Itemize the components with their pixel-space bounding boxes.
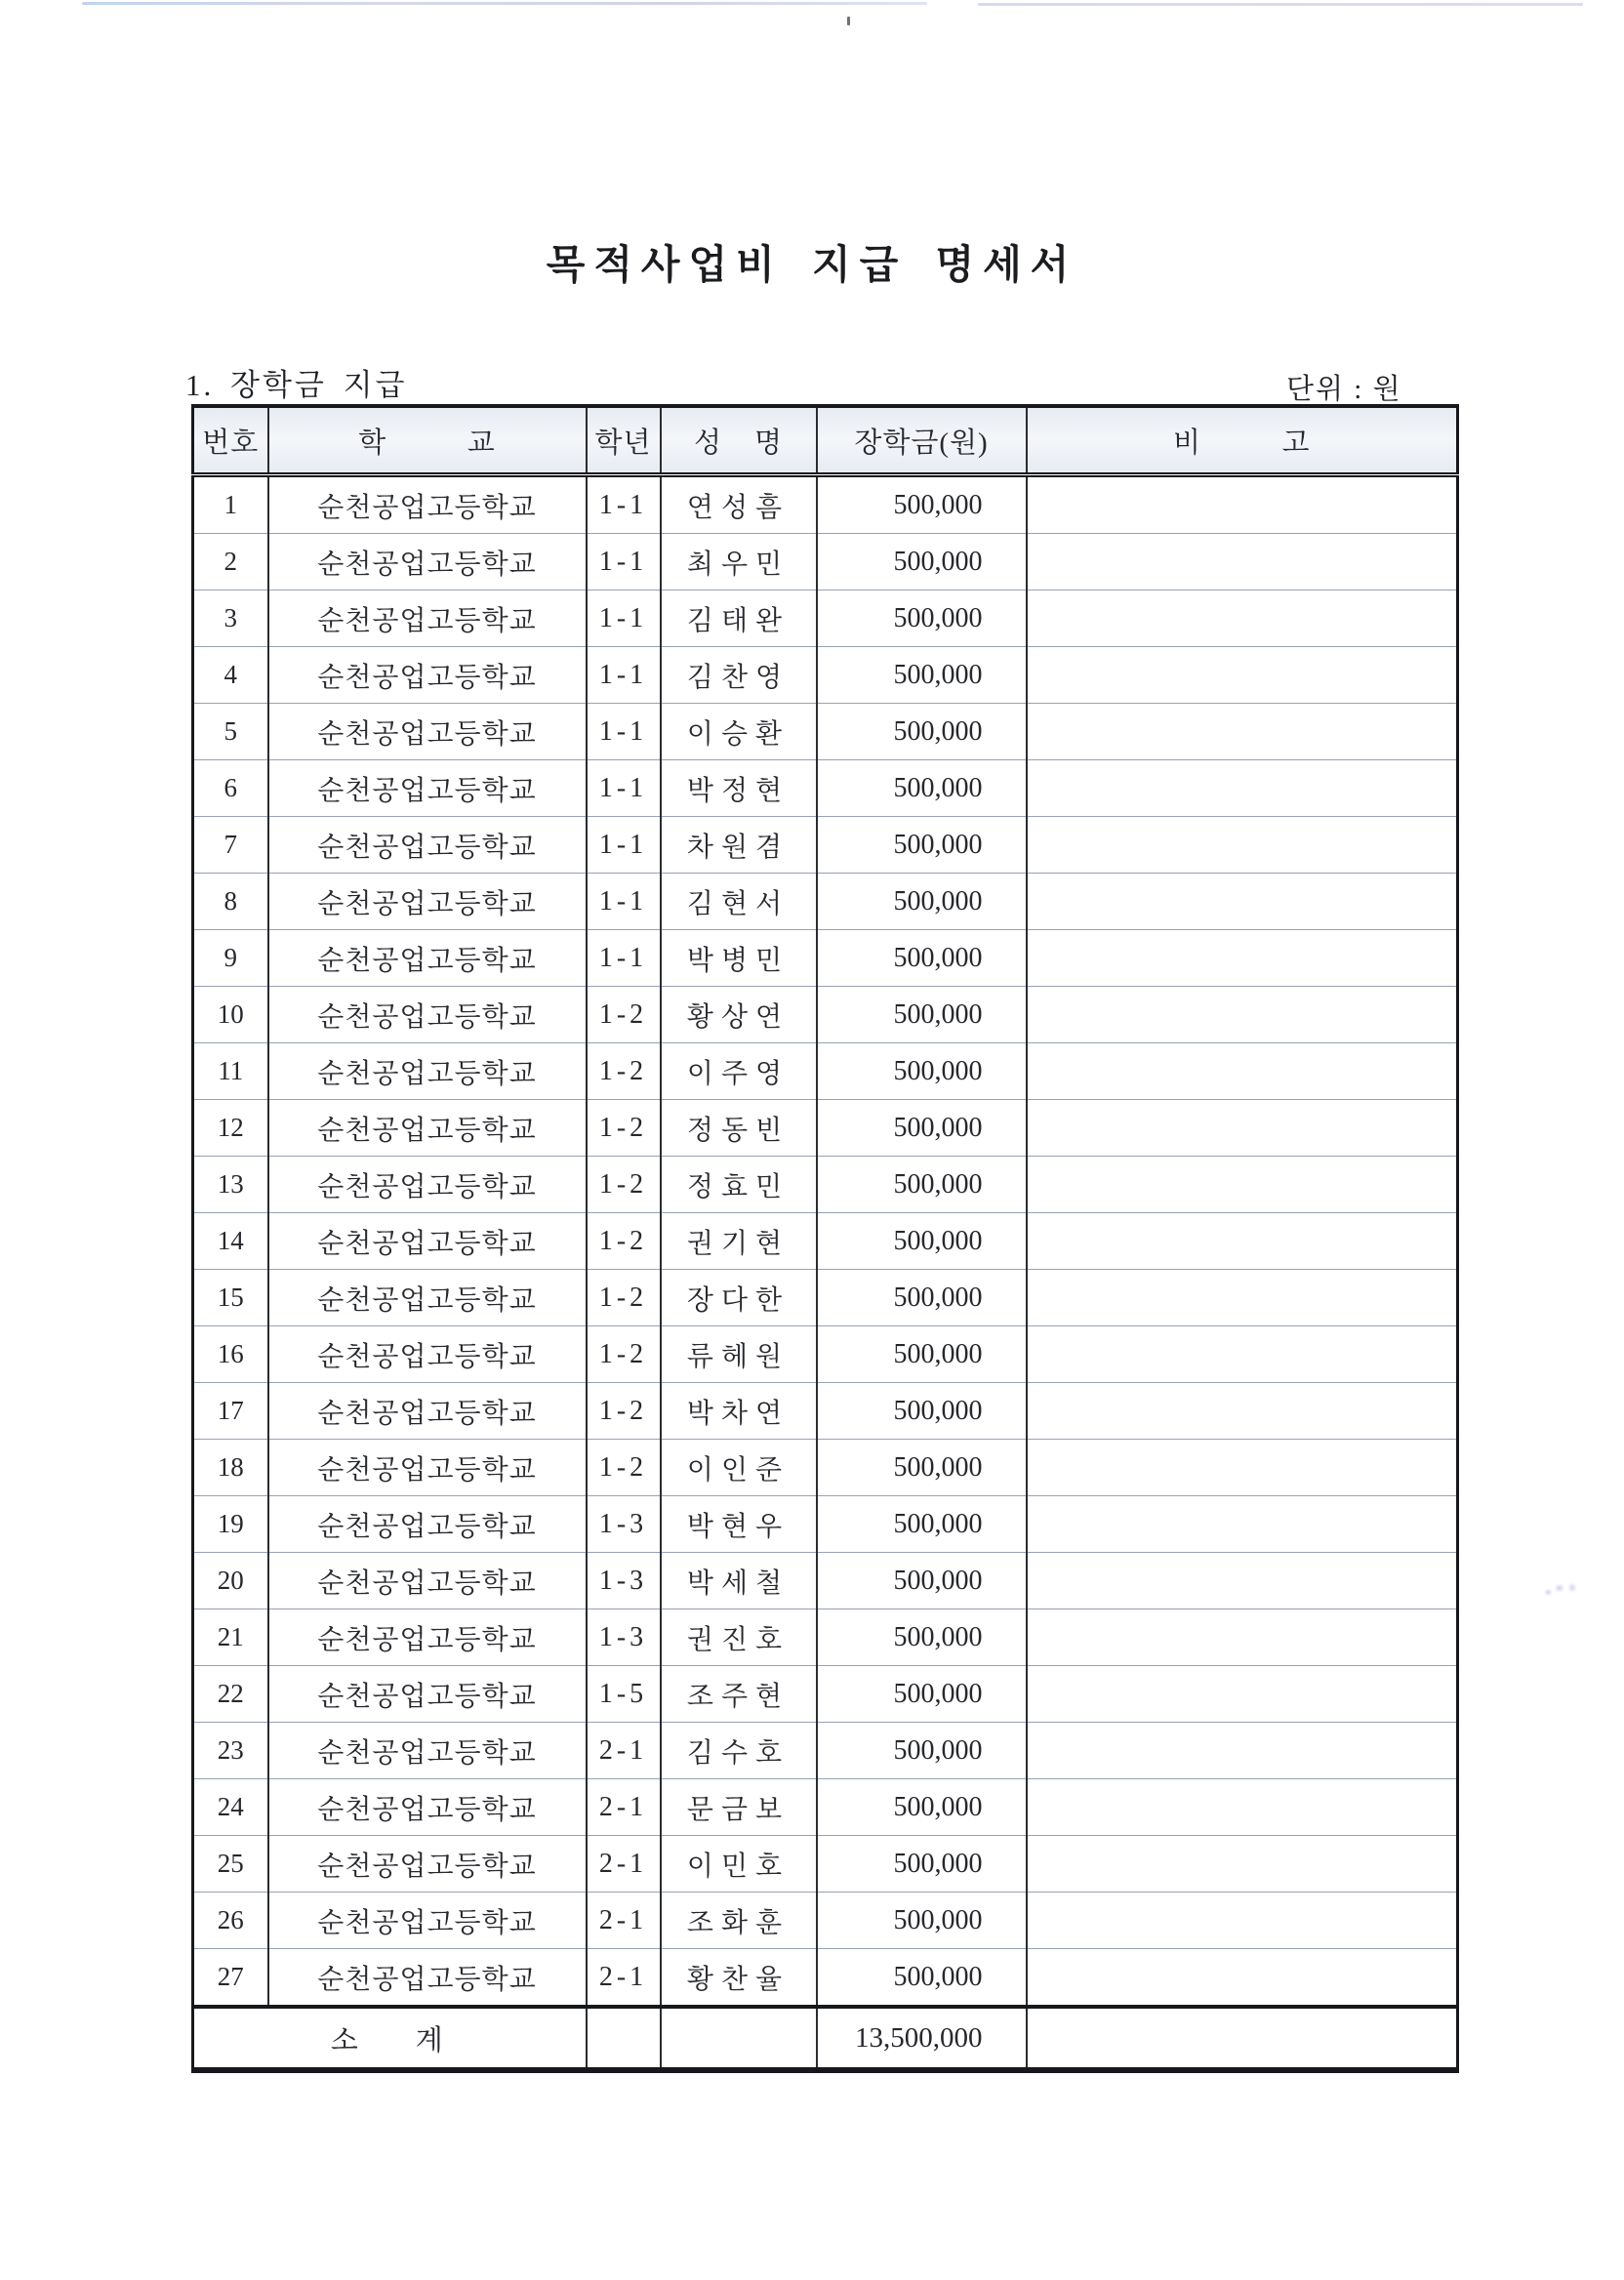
table-row (193, 1440, 1458, 1496)
subtotal-remarks-cell (1027, 2007, 1458, 2070)
table-row (193, 874, 1458, 930)
school-name: 순천공업고등학교 (268, 1723, 587, 1779)
student-name: 이주영 (661, 1043, 817, 1100)
row-number: 7 (193, 817, 268, 874)
scholarship-amount: 500,000 (817, 534, 1027, 590)
scholarship-amount: 500,000 (817, 1383, 1027, 1440)
remarks (1027, 817, 1458, 874)
table-row (193, 1326, 1458, 1383)
scan-artifact-line (82, 2, 927, 5)
school-name: 순천공업고등학교 (268, 534, 587, 590)
table-row (193, 1836, 1458, 1893)
scholarship-amount: 500,000 (817, 1723, 1027, 1779)
remarks (1027, 1326, 1458, 1383)
grade-class: 1-2 (587, 1213, 661, 1270)
section-label: 1. 장학금 지급 (185, 368, 408, 402)
row-number: 13 (193, 1157, 268, 1213)
column-header-school: 학 교 (268, 406, 587, 475)
scholarship-amount: 500,000 (817, 704, 1027, 760)
remarks (1027, 1723, 1458, 1779)
school-name: 순천공업고등학교 (268, 1949, 587, 2008)
grade-class: 1-2 (587, 1157, 661, 1213)
scholarship-amount: 500,000 (817, 1553, 1027, 1609)
row-number: 23 (193, 1723, 268, 1779)
student-name: 류헤원 (661, 1326, 817, 1383)
student-name: 김현서 (661, 874, 817, 930)
remarks (1027, 647, 1458, 704)
scholarship-amount: 500,000 (817, 1893, 1027, 1949)
table-row (193, 760, 1458, 817)
scholarship-amount: 500,000 (817, 475, 1027, 534)
remarks (1027, 987, 1458, 1043)
school-name: 순천공업고등학교 (268, 1383, 587, 1440)
row-number: 26 (193, 1893, 268, 1949)
school-name: 순천공업고등학교 (268, 647, 587, 704)
grade-class: 1-2 (587, 1043, 661, 1100)
scholarship-table (191, 404, 1459, 2073)
row-number: 18 (193, 1440, 268, 1496)
grade-class: 1-2 (587, 1270, 661, 1326)
column-header-grade: 학년 (587, 406, 661, 475)
remarks (1027, 1893, 1458, 1949)
table-row (193, 817, 1458, 874)
student-name: 조주현 (661, 1666, 817, 1723)
remarks (1027, 1949, 1458, 2008)
row-number: 17 (193, 1383, 268, 1440)
student-name: 김태완 (661, 590, 817, 647)
school-name: 순천공업고등학교 (268, 1779, 587, 1836)
scholarship-amount: 500,000 (817, 1609, 1027, 1666)
remarks (1027, 1553, 1458, 1609)
student-name: 황찬율 (661, 1949, 817, 2008)
subtotal-name-cell (661, 2007, 817, 2070)
student-name: 김수호 (661, 1723, 817, 1779)
remarks (1027, 1779, 1458, 1836)
row-number: 19 (193, 1496, 268, 1553)
school-name: 순천공업고등학교 (268, 475, 587, 534)
grade-class: 1-1 (587, 647, 661, 704)
school-name: 순천공업고등학교 (268, 817, 587, 874)
student-name: 문금보 (661, 1779, 817, 1836)
scholarship-amount: 500,000 (817, 760, 1027, 817)
row-number: 1 (223, 490, 237, 519)
row-number: 16 (193, 1326, 268, 1383)
remarks (1027, 930, 1458, 987)
table-row (193, 1949, 1458, 2008)
student-name: 조화훈 (661, 1893, 817, 1949)
remarks (1027, 475, 1458, 534)
student-name: 이인준 (661, 1440, 817, 1496)
school-name: 순천공업고등학교 (268, 930, 587, 987)
grade-class: 1-3 (587, 1609, 661, 1666)
row-number: 2 (193, 534, 268, 590)
row-number: 24 (193, 1779, 268, 1836)
table-row (193, 987, 1458, 1043)
student-name: 김찬영 (661, 647, 817, 704)
remarks (1027, 760, 1458, 817)
row-number: 25 (193, 1836, 268, 1893)
student-name: 박세철 (661, 1553, 817, 1609)
remarks (1027, 1440, 1458, 1496)
school-name: 순천공업고등학교 (268, 704, 587, 760)
scholarship-amount: 500,000 (817, 647, 1027, 704)
school-name: 순천공업고등학교 (268, 1270, 587, 1326)
student-name: 연성흠 (661, 475, 817, 534)
school-name: 순천공업고등학교 (268, 1326, 587, 1383)
row-number: 8 (193, 874, 268, 930)
scholarship-amount: 500,000 (817, 817, 1027, 874)
scan-artifact-dot (847, 17, 850, 25)
student-name: 장다한 (661, 1270, 817, 1326)
grade-class: 2-1 (587, 1893, 661, 1949)
school-name: 순천공업고등학교 (268, 1893, 587, 1949)
school-name: 순천공업고등학교 (268, 1440, 587, 1496)
scholarship-amount: 500,000 (817, 987, 1027, 1043)
school-name: 순천공업고등학교 (268, 1666, 587, 1723)
remarks (1027, 704, 1458, 760)
subtotal-amount: 13,500,000 (817, 2007, 1027, 2070)
table-row (193, 1100, 1458, 1157)
grade-class: 1-1 (587, 704, 661, 760)
student-name: 최우민 (661, 534, 817, 590)
table-row (193, 1553, 1458, 1609)
grade-class: 2-1 (587, 1723, 661, 1779)
column-header-scholarship: 장학금(원) (817, 406, 1027, 475)
school-name: 순천공업고등학교 (268, 1213, 587, 1270)
student-name: 이민호 (661, 1836, 817, 1893)
remarks (1027, 590, 1458, 647)
scholarship-amount: 500,000 (817, 874, 1027, 930)
table-row (193, 1666, 1458, 1723)
table-row (193, 930, 1458, 987)
school-name: 순천공업고등학교 (268, 590, 587, 647)
scholarship-amount: 500,000 (817, 1326, 1027, 1383)
scholarship-amount: 500,000 (817, 1100, 1027, 1157)
student-name: 박현우 (661, 1496, 817, 1553)
scholarship-amount: 500,000 (817, 930, 1027, 987)
grade-class: 1-2 (587, 987, 661, 1043)
student-name: 권진호 (661, 1609, 817, 1666)
row-number: 20 (193, 1553, 268, 1609)
table-row (193, 1609, 1458, 1666)
table-row (193, 1496, 1458, 1553)
remarks (1027, 1213, 1458, 1270)
scholarship-amount: 500,000 (817, 1836, 1027, 1893)
table-row (193, 1270, 1458, 1326)
remarks (1027, 534, 1458, 590)
grade-class: 2-1 (587, 1949, 661, 2008)
remarks (1027, 1496, 1458, 1553)
table-header-row (193, 406, 1458, 475)
table-row (193, 1157, 1458, 1213)
grade-class: 1-5 (587, 1666, 661, 1723)
student-name: 권기현 (661, 1213, 817, 1270)
column-header-name: 성 명 (661, 406, 817, 475)
grade-class: 1-1 (587, 590, 661, 647)
row-number: 5 (193, 704, 268, 760)
column-header-number: 번호 (193, 406, 268, 475)
student-name: 이승환 (661, 704, 817, 760)
grade-class: 1-2 (587, 1326, 661, 1383)
unit-label: 단위 : 원 (1286, 374, 1402, 405)
subtotal-row (193, 2007, 1458, 2070)
school-name: 순천공업고등학교 (268, 1553, 587, 1609)
row-number: 11 (193, 1043, 268, 1100)
remarks (1027, 874, 1458, 930)
scan-artifact-line (978, 3, 1583, 6)
scholarship-amount: 500,000 (817, 1043, 1027, 1100)
student-name: 정동빈 (661, 1100, 817, 1157)
scholarship-amount: 500,000 (817, 1666, 1027, 1723)
row-number: 10 (193, 987, 268, 1043)
student-name: 황상연 (661, 987, 817, 1043)
grade-class: 1-3 (587, 1496, 661, 1553)
remarks (1027, 1270, 1458, 1326)
scholarship-amount: 500,000 (817, 1496, 1027, 1553)
remarks (1027, 1043, 1458, 1100)
grade-class: 1-1 (587, 475, 661, 534)
remarks (1027, 1666, 1458, 1723)
school-name: 순천공업고등학교 (268, 1496, 587, 1553)
row-number: 4 (193, 647, 268, 704)
table-row (193, 1213, 1458, 1270)
scholarship-amount: 500,000 (817, 1270, 1027, 1326)
scholarship-amount: 500,000 (817, 1949, 1027, 2008)
grade-class: 1-1 (587, 760, 661, 817)
school-name: 순천공업고등학교 (268, 760, 587, 817)
grade-class: 2-1 (587, 1836, 661, 1893)
school-name: 순천공업고등학교 (268, 1100, 587, 1157)
table-row (193, 590, 1458, 647)
row-number: 22 (193, 1666, 268, 1723)
scholarship-amount: 500,000 (817, 1779, 1027, 1836)
student-name: 박병민 (661, 930, 817, 987)
table-row (193, 647, 1458, 704)
school-name: 순천공업고등학교 (268, 1157, 587, 1213)
column-header-remarks: 비 고 (1027, 406, 1458, 475)
remarks (1027, 1157, 1458, 1213)
student-name: 정효민 (661, 1157, 817, 1213)
scholarship-amount: 500,000 (817, 1440, 1027, 1496)
scholarship-amount: 500,000 (817, 590, 1027, 647)
scholarship-amount: 500,000 (817, 1213, 1027, 1270)
grade-class: 1-1 (587, 874, 661, 930)
row-number: 3 (193, 590, 268, 647)
table-row (193, 1043, 1458, 1100)
grade-class: 1-2 (587, 1100, 661, 1157)
table-row (193, 704, 1458, 760)
grade-class: 1-3 (587, 1553, 661, 1609)
school-name: 순천공업고등학교 (268, 1043, 587, 1100)
grade-class: 1-1 (587, 817, 661, 874)
subtotal-grade-cell (587, 2007, 661, 2070)
row-number: 12 (193, 1100, 268, 1157)
student-name: 박정현 (661, 760, 817, 817)
school-name: 순천공업고등학교 (268, 1836, 587, 1893)
row-number: 21 (193, 1609, 268, 1666)
grade-class: 1-1 (587, 534, 661, 590)
scan-artifact-smudge (1539, 1579, 1581, 1599)
table-row (193, 1723, 1458, 1779)
remarks (1027, 1609, 1458, 1666)
row-number: 15 (193, 1270, 268, 1326)
row-number: 27 (193, 1949, 268, 2008)
table-row (193, 475, 1458, 534)
table-row (193, 1383, 1458, 1440)
grade-class: 1-2 (587, 1440, 661, 1496)
remarks (1027, 1383, 1458, 1440)
row-number: 9 (193, 930, 268, 987)
student-name: 차원겸 (661, 817, 817, 874)
row-number: 6 (193, 760, 268, 817)
subtotal-label: 소 계 (193, 2007, 587, 2070)
remarks (1027, 1836, 1458, 1893)
page-title: 목적사업비 지급 명세서 (546, 242, 1078, 287)
table-row (193, 534, 1458, 590)
school-name: 순천공업고등학교 (268, 874, 587, 930)
grade-class: 1-1 (587, 930, 661, 987)
table-row (193, 1779, 1458, 1836)
grade-class: 1-2 (587, 1383, 661, 1440)
scholarship-amount: 500,000 (817, 1157, 1027, 1213)
row-number: 14 (193, 1213, 268, 1270)
grade-class: 2-1 (587, 1779, 661, 1836)
school-name: 순천공업고등학교 (268, 1609, 587, 1666)
school-name: 순천공업고등학교 (268, 987, 587, 1043)
table-row (193, 1893, 1458, 1949)
remarks (1027, 1100, 1458, 1157)
student-name: 박차연 (661, 1383, 817, 1440)
